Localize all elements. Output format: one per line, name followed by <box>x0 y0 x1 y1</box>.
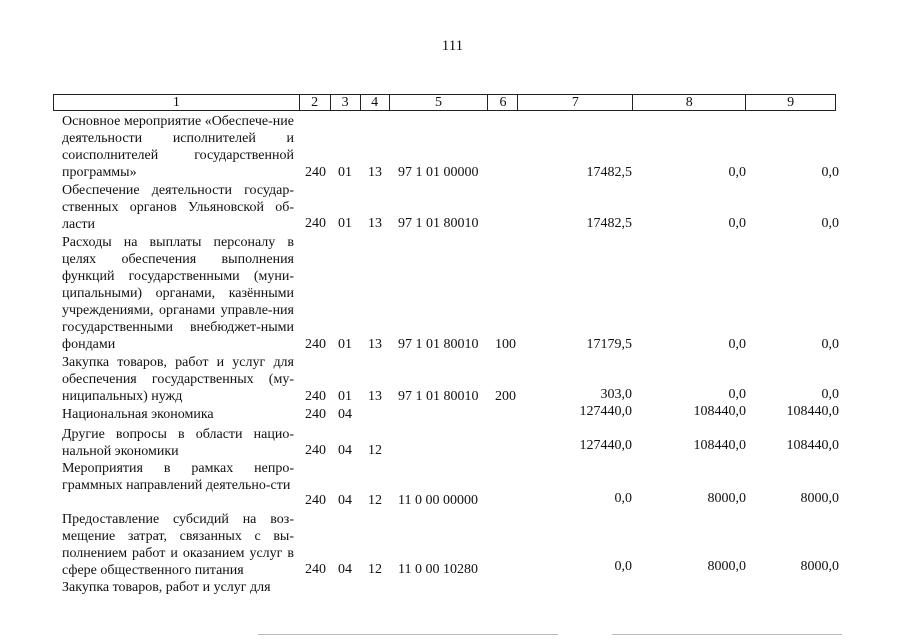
row-cell-5: 97 1 01 80010 <box>398 389 479 404</box>
row-cell-3: 04 <box>338 443 352 458</box>
row-cell-5: 97 1 01 80010 <box>398 216 479 231</box>
row-cell-7: 17179,5 <box>586 337 632 352</box>
row-cell-3: 01 <box>338 389 352 404</box>
row-cell-8: 0,0 <box>728 337 746 352</box>
row-cell-7: 17482,5 <box>586 165 632 180</box>
row-cell-2: 240 <box>305 216 326 231</box>
row-cell-9: 108440,0 <box>786 404 839 419</box>
table-header <box>53 94 836 111</box>
row-cell-7: 0,0 <box>614 559 632 574</box>
row-cell-4: 12 <box>368 443 382 458</box>
row-cell-9: 0,0 <box>821 337 839 352</box>
row-cell-9: 8000,0 <box>800 559 839 574</box>
header-col-2: 2 <box>300 95 331 110</box>
row-cell-9: 0,0 <box>821 387 839 402</box>
header-col-5: 5 <box>390 95 489 110</box>
header-col-9: 9 <box>746 95 836 110</box>
row-cell-2: 240 <box>305 443 326 458</box>
header-col-6: 6 <box>488 95 518 110</box>
footer-line <box>258 634 558 635</box>
row-cell-6: 200 <box>495 389 516 404</box>
row-description: Другие вопросы в области нацио-нальной экономики <box>62 427 294 459</box>
row-cell-5: 97 1 01 80010 <box>398 337 479 352</box>
header-col-4: 4 <box>361 95 390 110</box>
row-cell-5: 11 0 00 10280 <box>398 562 478 577</box>
row-description: Закупка товаров, работ и услуг для обеспечения государственных (му-ниципальных) нужд <box>62 355 294 404</box>
row-cell-7: 303,0 <box>600 387 632 402</box>
row-cell-2: 240 <box>305 493 326 508</box>
footer-line <box>612 634 842 635</box>
row-cell-9: 108440,0 <box>786 438 839 453</box>
row-cell-9: 0,0 <box>821 216 839 231</box>
row-cell-4: 13 <box>368 216 382 231</box>
row-cell-4: 13 <box>368 165 382 180</box>
row-cell-9: 8000,0 <box>800 491 839 506</box>
row-cell-8: 8000,0 <box>707 491 746 506</box>
row-description: Предоставление субсидий на воз-мещение затрат, связанных с вы-полнением работ и оказанием услуг в сфере общественного питания <box>62 512 294 578</box>
row-cell-7: 127440,0 <box>579 404 632 419</box>
row-description: Расходы на выплаты персоналу в целях обеспечения выполнения функций государственными (муни-ципальными) органами, казёнными учреждениями, органами управле-ния государственными внебюджет-ными фондами <box>62 235 294 352</box>
row-cell-7: 0,0 <box>614 491 632 506</box>
row-description: Обеспечение деятельности государ-ственных органов Ульяновской об-ласти <box>62 183 294 232</box>
row-cell-9: 0,0 <box>821 165 839 180</box>
header-col-1: 1 <box>54 95 300 110</box>
row-cell-2: 240 <box>305 337 326 352</box>
row-cell-4: 12 <box>368 562 382 577</box>
header-col-3: 3 <box>331 95 361 110</box>
row-cell-2: 240 <box>305 389 326 404</box>
row-cell-3: 04 <box>338 562 352 577</box>
header-col-7: 7 <box>518 95 633 110</box>
row-description: Национальная экономика <box>62 407 214 422</box>
row-cell-4: 12 <box>368 493 382 508</box>
row-description: Мероприятия в рамках непро-граммных направлений деятельно-сти <box>62 461 294 493</box>
row-cell-3: 04 <box>338 407 352 422</box>
row-cell-2: 240 <box>305 407 326 422</box>
header-col-8: 8 <box>633 95 746 110</box>
row-cell-8: 108440,0 <box>693 438 746 453</box>
row-cell-4: 13 <box>368 337 382 352</box>
row-cell-4: 13 <box>368 389 382 404</box>
row-cell-8: 0,0 <box>728 165 746 180</box>
row-cell-5: 11 0 00 00000 <box>398 493 478 508</box>
row-cell-8: 0,0 <box>728 387 746 402</box>
row-description: Основное мероприятие «Обеспече-ние деятельности исполнителей и соисполнителей государственной программы» <box>62 114 294 180</box>
row-cell-6: 100 <box>495 337 516 352</box>
row-cell-3: 01 <box>338 337 352 352</box>
row-cell-7: 17482,5 <box>586 216 632 231</box>
row-cell-7: 127440,0 <box>579 438 632 453</box>
row-description: Закупка товаров, работ и услуг для <box>62 580 271 595</box>
page-number: 111 <box>441 38 464 54</box>
row-cell-8: 8000,0 <box>707 559 746 574</box>
row-cell-5: 97 1 01 00000 <box>398 165 479 180</box>
row-cell-3: 04 <box>338 493 352 508</box>
row-cell-2: 240 <box>305 562 326 577</box>
row-cell-3: 01 <box>338 216 352 231</box>
row-cell-8: 108440,0 <box>693 404 746 419</box>
row-cell-3: 01 <box>338 165 352 180</box>
row-cell-8: 0,0 <box>728 216 746 231</box>
row-cell-2: 240 <box>305 165 326 180</box>
